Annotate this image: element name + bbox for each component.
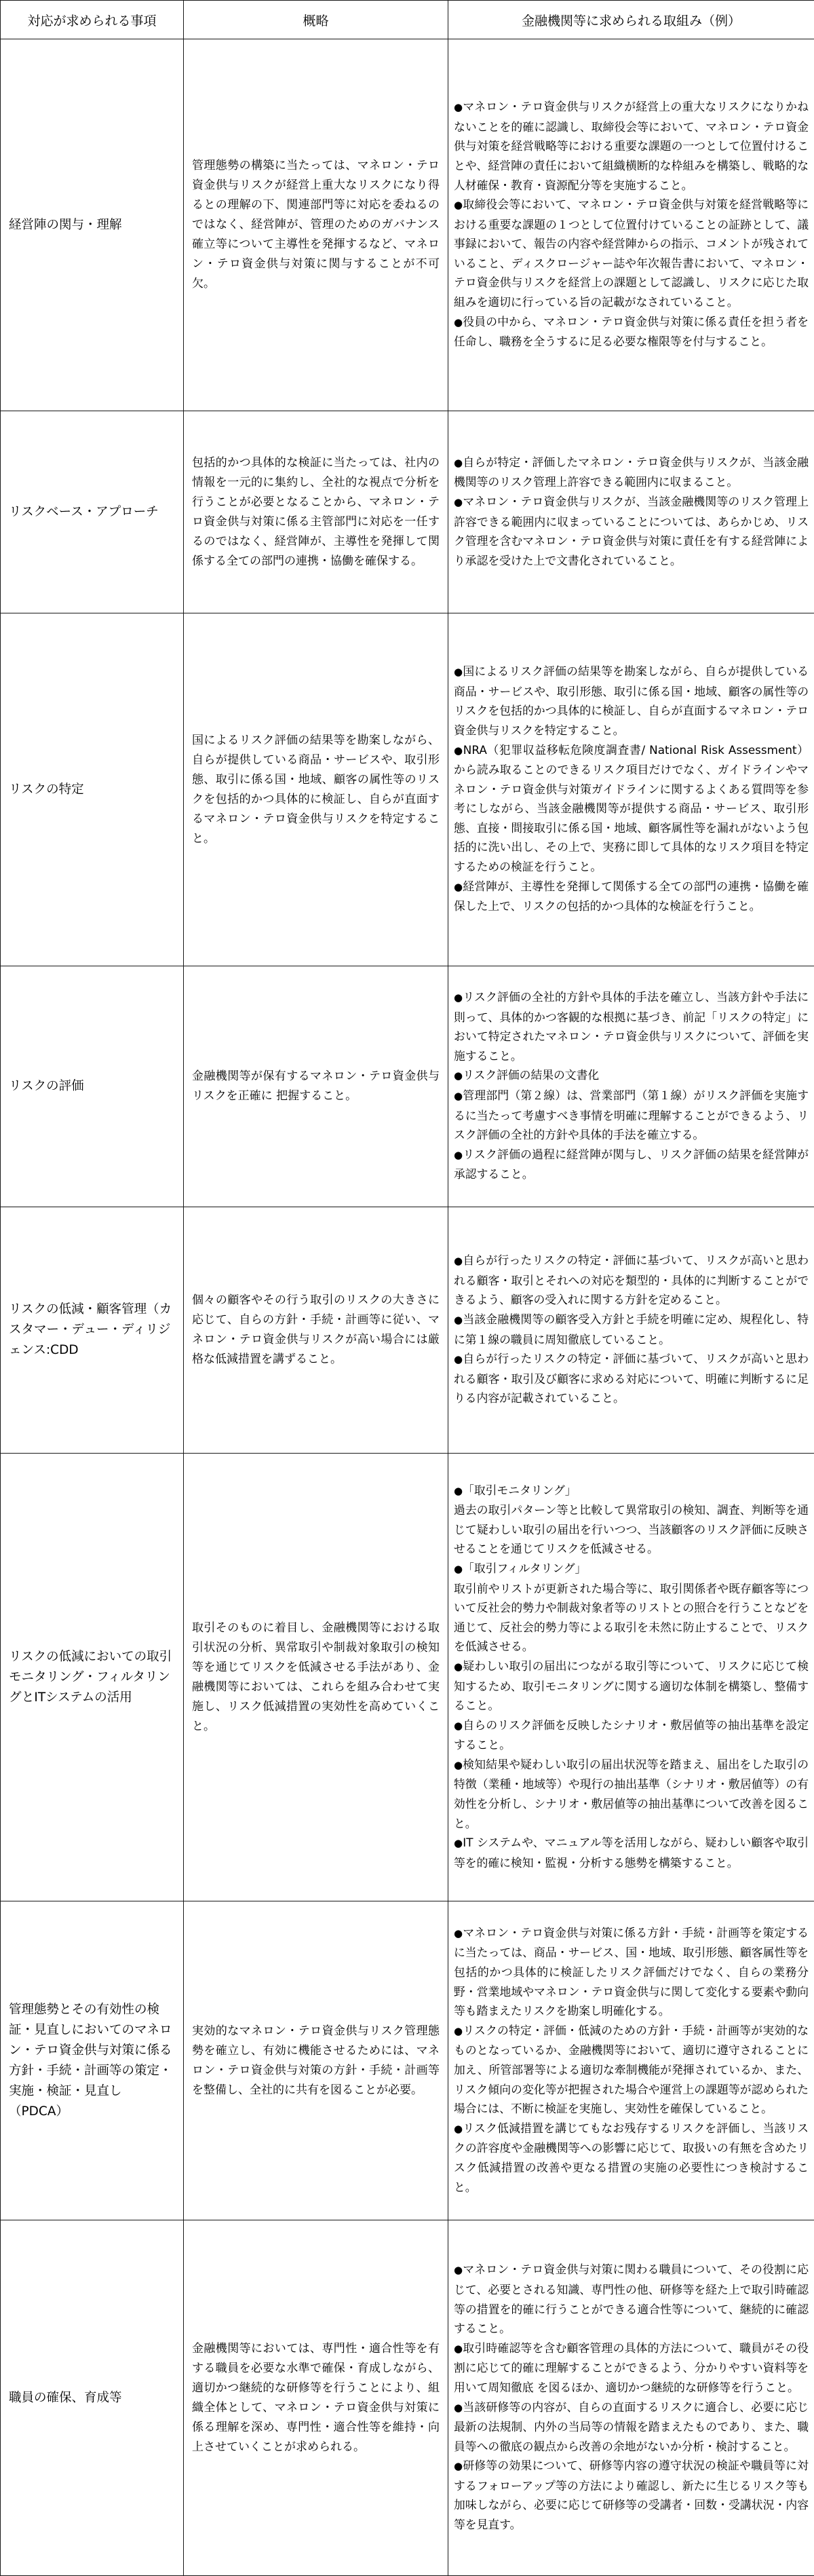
- measure-item: ● 研修等の効果について、研修等内容の遵守状況の検証や職員等に対するフォローアップ等の方法により確認し、新たに生じるリスク等も加味しながら、必要に応じて研修等の受講者・回数・受講状況・内容等を見直す。: [454, 2456, 809, 2534]
- row-measures: [448, 411, 814, 613]
- measure-item: ● リスク評価の過程に経営陣が関与し、リスク評価の結果を経営陣が承認すること。: [454, 1145, 809, 1184]
- row-summary: 国によるリスク評価の結果等を勘案しながら、自らが提供している商品・サービスや、取引形態、取引に係る国・地域、顧客の属性等のリスクを包括的かつ具体的に検証し、自らが直面するマネロン・テロ資金供与リスクを特定すること。: [184, 613, 448, 966]
- row-measures: [448, 966, 814, 1207]
- row-topic: リスクの特定: [1, 613, 184, 966]
- row-topic: 職員の確保、育成等: [1, 2220, 184, 2576]
- table-row: [1, 613, 814, 966]
- table-header-row: [1, 1, 814, 39]
- header-summary: 概略: [184, 1, 448, 39]
- measure-item: ● 当該研修等の内容が、自らの直面するリスクに適合し、必要に応じ最新の法規制、内外の当局等の情報を踏まえたものであり、また、職員等への徹底の観点から改善の余地がないか分析・検討すること。: [454, 2398, 809, 2457]
- measure-item: ● 取引時確認等を含む顧客管理の具体的方法について、職員がその役割に応じて的確に理解することができるよう、分かりやすい資料等を用いて周知徹底 を図るほか、適切かつ継続的な研修等を行うこと。: [454, 2338, 809, 2398]
- measure-item: ● 「取引フィルタリング」: [454, 1559, 809, 1579]
- measure-item: ● 自らのリスク評価を反映したシナリオ・敷居値等の抽出基準を設定すること。: [454, 1716, 809, 1755]
- table-row: [1, 966, 814, 1207]
- measure-item: ● 自らが行ったリスクの特定・評価に基づいて、リスクが高いと思われる顧客・取引とそれへの対応を類型的・具体的に判断することができるよう、顧客の受入れに関する方針を定めること。: [454, 1251, 809, 1310]
- measure-item: ● リスク評価の全社的方針や具体的手法を確立し、当該方針や手法に則って、具体的かつ客観的な根拠に基づき、前記「リスクの特定」において特定されたマネロン・テロ資金供与リスクについて、評価を実施すること。: [454, 987, 809, 1065]
- measure-item: ● 国によるリスク評価の結果等を勘案しながら、自らが提供している商品・サービスや、取引形態、取引に係る国・地域、顧客の属性等のリスクを包括的かつ具体的に検証し、自らが直面するマネロン・テロ資金供与リスクを特定すること。: [454, 662, 809, 740]
- measure-item: ● リスク低減措置を講じてもなお残存するリスクを評価し、当該リスクの許容度や金融機関等への影響に応じて、取扱いの有無を含めたリスク低減措置の改善や更なる措置の実施の必要性につき検討すること。: [454, 2119, 809, 2197]
- measure-item: ● 疑わしい取引の届出につながる取引等について、リスクに応じて検知するため、取引モニタリングに関する適切な体制を構築し、整備すること。: [454, 1656, 809, 1716]
- header-measures: 金融機関等に求められる取組み（例）: [448, 1, 814, 39]
- row-topic: リスクの評価: [1, 966, 184, 1207]
- row-measures: [448, 1901, 814, 2220]
- measure-item: ● 自らが特定・評価したマネロン・テロ資金供与リスクが、当該金融機関等のリスク管理上許容できる範囲内に収まること。: [454, 453, 809, 492]
- row-measures: [448, 39, 814, 411]
- row-measures: [448, 1207, 814, 1454]
- measure-item: ● リスク評価の結果の文書化: [454, 1065, 809, 1086]
- row-summary: 包括的かつ具体的な検証に当たっては、社内の情報を一元的に集約し、全社的な視点で分析を行うことが必要となることから、マネロン・テロ資金供与対策に係る主管部門に対応を一任するのではなく、経営陣が、主導性を発揮して関係する全ての部門の連携・協働を確保する。: [184, 411, 448, 613]
- measure-item: ● 検知結果や疑わしい取引の届出状況等を踏まえ、届出をした取引の特徴（業種・地域等）や現行の抽出基準（シナリオ・敷居値等）の有効性を分析し、シナリオ・敷居値等の抽出基準について改善を図ること。: [454, 1755, 809, 1833]
- measure-item: ● NRA（犯罪収益移転危険度調査書/ National Risk Assessment）から読み取ることのできるリスク項目だけでなく、ガイドラインやマネロン・テロ資金供与対策ガイドラインに関するよくある質問等を参考にしながら、当該金融機関等が提供する商品・サービス、取引形態、直接・間接取引に係る国・地域、顧客属性等を漏れがないよう包括的に洗い出し、その上で、実務に即して具体的なリスク項目を特定するための検証を行うこと。: [454, 740, 809, 877]
- measure-item: ● IT システムや、マニュアル等を活用しながら、疑わしい顧客や取引等を的確に検知・監視・分析する態勢を構築すること。: [454, 1833, 809, 1872]
- row-summary: 取引そのものに着目し、金融機関等における取引状況の分析、異常取引や制裁対象取引の検知等を通じてリスクを低減させる手法があり、金融機関等においては、これらを組み合わせて実施し、リスク低減措置の実効性を高めていくこと。: [184, 1454, 448, 1901]
- row-measures: [448, 2220, 814, 2576]
- measure-item: ● マネロン・テロ資金供与対策に関わる職員について、その役割に応じて、必要とされる知識、専門性の他、研修等を経た上で取引時確認等の措置を的確に行うことができる適合性等について、継続的に確認すること。: [454, 2260, 809, 2338]
- row-summary: 個々の顧客やその行う取引のリスクの大きさに応じて、自らの方針・手続・計画等に従い、マネロン・テロ資金供与リスクが高い場合には厳格な低減措置を講ずること。: [184, 1207, 448, 1454]
- row-topic: リスクベース・アプローチ: [1, 411, 184, 613]
- row-topic: リスクの低減・顧客管理（カスタマー・デュー・ディリジェンス:CDD: [1, 1207, 184, 1454]
- table-row: [1, 39, 814, 411]
- measure-item: ● リスクの特定・評価・低減のための方針・手続・計画等が実効的なものとなっているか、金融機関等において、適切に遵守されることに加え、所管部署等による適切な牽制機能が発揮されているか、また、リスク傾向の変化等が把握された場合や運営上の課題等が認められた場合には、不断に検証を実施し、実効性を確保していること。: [454, 2021, 809, 2119]
- row-topic: リスクの低減においての取引モニタリング・フィルタリングとITシステムの活用: [1, 1454, 184, 1901]
- measure-item: ● 「取引モニタリング」: [454, 1481, 809, 1501]
- table-row: [1, 1901, 814, 2220]
- measure-item: ● 自らが行ったリスクの特定・評価に基づいて、リスクが高いと思われる顧客・取引及び顧客に求める対応について、明確に判断するに足りる内容が記載されていること。: [454, 1349, 809, 1408]
- table-row: [1, 1454, 814, 1901]
- header-topic: 対応が求められる事項: [1, 1, 184, 39]
- measure-item: ● 役員の中から、マネロン・テロ資金供与対策に係る責任を担う者を任命し、職務を全うするに足る必要な権限等を付与すること。: [454, 312, 809, 352]
- table-row: [1, 1207, 814, 1454]
- row-measures: [448, 613, 814, 966]
- row-summary: 管理態勢の構築に当たっては、マネロン・テロ資金供与リスクが経営上重大なリスクになり得るとの理解の下、関連部門等に対応を委ねるのではなく、経営陣が、管理のためのガバナンス確立等について主導性を発揮するなど、マネロン・テロ資金供与対策に関与することが不可欠。: [184, 39, 448, 411]
- measure-item: ● 管理部門（第２線）は、営業部門（第１線）がリスク評価を実施するに当たって考慮すべき事情を明確に理解することができるよう、リスク評価の全社的方針や具体的手法を確立する。: [454, 1086, 809, 1145]
- row-measures: [448, 1454, 814, 1901]
- measure-item: ● 当該金融機関等の顧客受入方針と手続を明確に定め、規程化し、特に第１線の職員に周知徹底していること。: [454, 1310, 809, 1349]
- row-summary: 金融機関等においては、専門性・適合性等を有する職員を必要な水準で確保・育成しながら、適切かつ継続的な研修等を行うことにより、組織全体として、マネロン・テロ資金供与対策に係る理解を深め、専門性・適合性等を維持・向上させていくことが求められる。: [184, 2220, 448, 2576]
- table-row: [1, 411, 814, 613]
- measure-item: ● マネロン・テロ資金供与対策に係る方針・手続・計画等を策定するに当たっては、商品・サービス、国・地域、取引形態、顧客属性等を包括的かつ具体的に検証したリスク評価だけでなく、自らの業務分野・営業地域やマネロン・テロ資金供与に関して変化する要素や動向等も踏まえたリスクを勘案し明確化する。: [454, 1923, 809, 2021]
- measure-item: ● マネロン・テロ資金供与リスクが経営上の重大なリスクになりかねないことを的確に認識し、取締役会等において、マネロン・テロ資金供与対策を経営戦略等における重要な課題の一つとして位置付けることや、経営陣の責任において組織横断的な枠組みを構築し、戦略的な人材確保・教育・資源配分等を実施すること。: [454, 97, 809, 195]
- measure-item-detail: 過去の取引パターン等と比較して異常取引の検知、調査、判断等を通じて疑わしい取引の届出を行いつつ、当該顧客のリスク評価に反映させることを通じてリスクを低減させる。: [454, 1503, 809, 1556]
- row-topic: 管理態勢とその有効性の検証・見直しにおいてのマネロン・テロ資金供与対策に係る方針・手続・計画等の策定・実施・検証・見直し（PDCA）: [1, 1901, 184, 2220]
- measure-item-detail: 取引前やリストが更新された場合等に、取引関係者や既存顧客等について反社会的勢力や制裁対象者等のリストとの照合を行うことなどを通じて、反社会的勢力等による取引を未然に防止することで、リスクを低減させる。: [454, 1581, 809, 1654]
- measure-item: ● 経営陣が、主導性を発揮して関係する全ての部門の連携・協働を確保した上で、リスクの包括的かつ具体的な検証を行うこと。: [454, 877, 809, 916]
- row-summary: 実効的なマネロン・テロ資金供与リスク管理態勢を確立し、有効に機能させるためには、マネロン・テロ資金供与対策の方針・手続・計画等を整備し、全社的に共有を図ることが必要。: [184, 1901, 448, 2220]
- table-row: [1, 2220, 814, 2576]
- measure-item: ● マネロン・テロ資金供与リスクが、当該金融機関等のリスク管理上許容できる範囲内に収まっていることについては、あらかじめ、リスク管理を含むマネロン・テロ資金供与対策に責任を有する経営陣により承認を受けた上で文書化されていること。: [454, 492, 809, 570]
- row-topic: 経営陣の関与・理解: [1, 39, 184, 411]
- measure-item: ● 取締役会等において、マネロン・テロ資金供与対策を経営戦略等における重要な課題の１つとして位置付けていることの証跡として、議事録において、報告の内容や経営陣からの指示、コメントが残されていること、ディスクロージャー誌や年次報告書において、マネロン・テロ資金供与リスクを経営上の課題として認識し、リスクに応じた取組みを適切に行っている旨の記載がなされていること。: [454, 195, 809, 312]
- row-summary: 金融機関等が保有するマネロン・テロ資金供与リスクを正確に 把握すること。: [184, 966, 448, 1207]
